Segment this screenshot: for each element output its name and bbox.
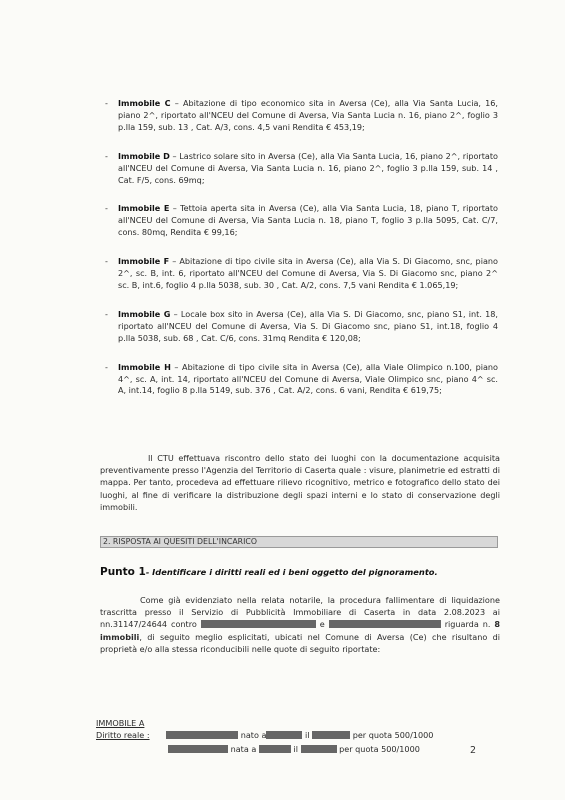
list-bullet: - bbox=[105, 361, 108, 372]
page-number: 2 bbox=[470, 745, 477, 756]
list-item bbox=[105, 361, 498, 398]
list-bullet: - bbox=[105, 203, 108, 214]
row1-il: il bbox=[305, 730, 310, 740]
rights-text-2: e bbox=[319, 619, 325, 630]
immobile-description: – Abitazione di tipo economico sita in Aversa (Ce), alla Via Santa Lucia, 16, piano 2^, riportato all'NCEU del Comune di Aversa, Via Santa Lucia n. 16, piano 2^, foglio 3 p.lla 159, sub. 13 , Cat. A/3, cons. 4,5 vani Rendita € 453,19; bbox=[118, 98, 498, 132]
section-title: 2. RISPOSTA AI QUESITI DELL'INCARICO bbox=[103, 537, 257, 546]
immobile-a-title: IMMOBILE A bbox=[96, 718, 145, 728]
immobile-name: Immobile F bbox=[118, 256, 170, 267]
survey-paragraph bbox=[100, 452, 500, 513]
immobile-description: – Abitazione di tipo civile sita in Aversa (Ce), alla Viale Olimpico n.100, piano 4^, sc. A, int. 14, riportato all'NCEU del Comune di Aversa, Viale Olimpico snc, piano 4^ sc. A, int.14, foglio 8 p.lla 5149, sub. 376 , Cat. A/2, cons. 6 vani, Rendita € 619,75; bbox=[118, 361, 498, 396]
list-item bbox=[105, 150, 498, 187]
immobile-a-block bbox=[96, 717, 144, 729]
row2-quota: per quota 500/1000 bbox=[339, 744, 420, 754]
redacted-place bbox=[266, 731, 302, 739]
list-bullet: - bbox=[105, 308, 108, 319]
list-item bbox=[105, 256, 498, 292]
diritto-row-1 bbox=[96, 730, 433, 740]
redacted-date bbox=[301, 745, 337, 753]
rights-text-1: Come già evidenziato nella relata notarile, la procedura fallimentare di liquidazione trascritta presso il Servizio di Pubblicità Immobiliare di Caserta in data 2.08.2023 ai nn.31147/24644 contro bbox=[100, 595, 500, 630]
immobile-name: Immobile C bbox=[118, 98, 171, 108]
immobile-name: Immobile D bbox=[118, 150, 170, 161]
immobile-description: – Abitazione di tipo civile sita in Aversa (Ce), alla Via S. Di Giacomo, snc, piano 2^, sc. B, int. 6, riportato all'NCEU del Comune di Aversa, Via S. Di Giacomo snc, piano 2^ sc. B, int.6, foglio 4 p.lla 5038, sub. 30 , Cat. A/2, cons. 7,5 vani Rendita € 1.065,19; bbox=[118, 256, 498, 290]
redacted-name bbox=[201, 620, 316, 628]
survey-text: Il CTU effettuava riscontro dello stato dei luoghi con la documentazione acquisita preventivamente presso l'Agenzia del Territorio di Caserta quale : visure, planimetrie ed estratti di mappa. Per tanto, procedeva ad effettuare rilievo ricognitivo, metrico e fotografico dello stato dei luoghi, al fine di verificare la distribuzione degli spazi interni e lo stato di conservazione degli immobili. bbox=[100, 453, 500, 512]
row1-born: nato a bbox=[240, 730, 267, 740]
immobile-name: Immobile H bbox=[118, 361, 171, 372]
rights-text-4: , di seguito meglio esplicitati, ubicati nel Comune di Aversa (Ce) che risultano di proprietà e/o alla stessa riconducibili nelle quote di seguito riportate: bbox=[100, 631, 500, 654]
redacted-name bbox=[168, 745, 228, 753]
punto-subtitle: - Identificare i diritti reali ed i beni oggetto del pignoramento. bbox=[145, 567, 438, 577]
redacted-date bbox=[312, 731, 350, 739]
redacted-name bbox=[329, 620, 441, 628]
list-bullet: - bbox=[105, 98, 108, 108]
row2-born: nata a bbox=[230, 744, 257, 754]
row2-il: il bbox=[293, 744, 298, 754]
property-list bbox=[105, 98, 498, 414]
immobile-description: – Tettoia aperta sita in Aversa (Ce), alla Via Santa Lucia, 18, piano T, riportato all'NCEU del Comune di Aversa, Via Santa Lucia n. 18, piano T, foglio 3 p.lla 5095, Cat. C/7, cons. 80mq, Rendita € 99,16; bbox=[118, 203, 498, 238]
list-item bbox=[105, 98, 498, 134]
punto-label: Punto 1 bbox=[100, 566, 146, 578]
row1-quota: per quota 500/1000 bbox=[352, 730, 434, 740]
immobile-description: – Locale box sito in Aversa (Ce), alla Via S. Di Giacomo, snc, piano S1, int. 18, riportato all'NCEU del Comune di Aversa, Via S. Di Giacomo snc, piano S1, int.18, foglio 4 p.lla 5038, sub. 68 , Cat. C/6, cons. 31mq Rendita € 120,08; bbox=[118, 308, 498, 343]
immobile-description: – Lastrico solare sito in Aversa (Ce), alla Via Santa Lucia, 16, piano 2^, riportato all'NCEU del Comune di Aversa, Via Santa Lucia n. 16, piano 2^, foglio 3 p.lla 159, sub. 14 , Cat. F/5, cons. 69mq; bbox=[118, 150, 498, 185]
punto-heading bbox=[100, 566, 438, 578]
diritto-label: Diritto reale : bbox=[96, 730, 150, 740]
list-bullet: - bbox=[105, 256, 108, 267]
property-count: 8 immobili bbox=[100, 619, 501, 642]
redacted-name bbox=[166, 731, 238, 739]
immobile-name: Immobile G bbox=[118, 308, 171, 319]
list-item bbox=[105, 203, 498, 239]
rights-text-3: riguarda n. bbox=[444, 619, 491, 630]
immobile-name: Immobile E bbox=[118, 203, 170, 214]
redacted-place bbox=[259, 745, 291, 753]
rights-paragraph bbox=[100, 594, 500, 655]
list-item bbox=[105, 308, 498, 345]
diritto-row-2 bbox=[168, 744, 420, 754]
list-bullet: - bbox=[105, 150, 108, 161]
